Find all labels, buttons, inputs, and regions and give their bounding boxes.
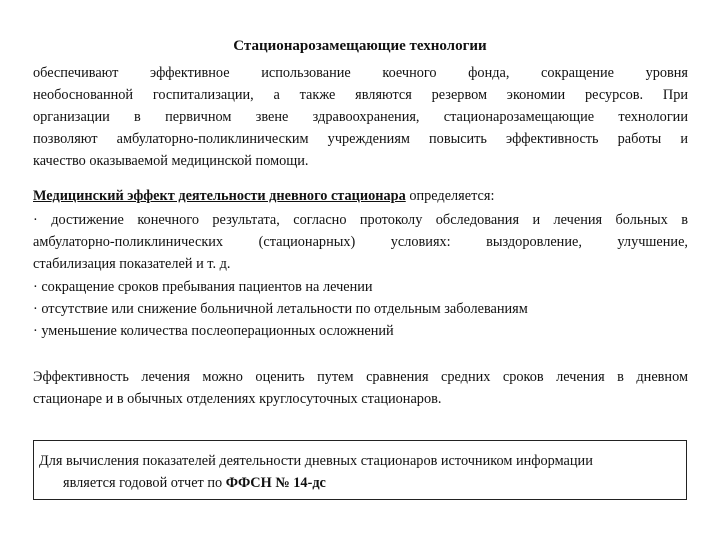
note-text: является годовой отчет по bbox=[63, 475, 226, 491]
bullet-item: · сокращение сроков пребывания пациентов на лечении bbox=[33, 279, 373, 295]
heading-underlined: Медицинский эффект деятельности дневного стационара bbox=[33, 188, 406, 204]
info-source-box bbox=[33, 440, 687, 500]
intro-paragraph bbox=[33, 62, 688, 172]
text-line: Эффективность лечения можно оценить путем сравнения средних сроков лечения в дневном bbox=[33, 369, 688, 385]
bullet-line: · достижение конечного результата, согласно протоколу обследования и лечения больных в bbox=[33, 211, 688, 228]
text-line: обеспечивают эффективное использование коечного фонда, сокращение уровня bbox=[33, 65, 688, 81]
efficiency-paragraph bbox=[33, 366, 688, 410]
text-line: организации в первичном звене здравоохранения, стационарозамещающие технологии bbox=[33, 109, 688, 125]
page-title: Стационарозамещающие технологии bbox=[233, 38, 487, 54]
note-line bbox=[34, 472, 686, 494]
medical-effect-section bbox=[33, 185, 688, 342]
text-line: необоснованной госпитализации, а также являются резервом экономии ресурсов. При bbox=[33, 87, 688, 103]
section-heading bbox=[33, 185, 688, 207]
bullet-item: · уменьшение количества послеоперационных осложнений bbox=[33, 323, 394, 339]
bullet-line: амбулаторно-поликлинических (стационарных) условиях: выздоровление, улучшение, bbox=[33, 233, 688, 250]
bullet-line: стабилизация показателей и т. д. bbox=[33, 255, 231, 272]
bullet-item: · отсутствие или снижение больничной летальности по отдельным заболеваниям bbox=[33, 301, 528, 317]
text-line: стационаре и в обычных отделениях круглосуточных стационаров. bbox=[33, 391, 442, 407]
text-line: качество оказываемой медицинской помощи. bbox=[33, 153, 309, 169]
text-line: позволяют амбулаторно-поликлиническим учреждениям повысить эффективность работы и bbox=[33, 131, 688, 147]
form-name: ФФСН № 14-дс bbox=[225, 475, 326, 491]
note-line: Для вычисления показателей деятельности дневных стационаров источником информации bbox=[39, 453, 593, 469]
heading-suffix: определяется: bbox=[405, 188, 495, 204]
